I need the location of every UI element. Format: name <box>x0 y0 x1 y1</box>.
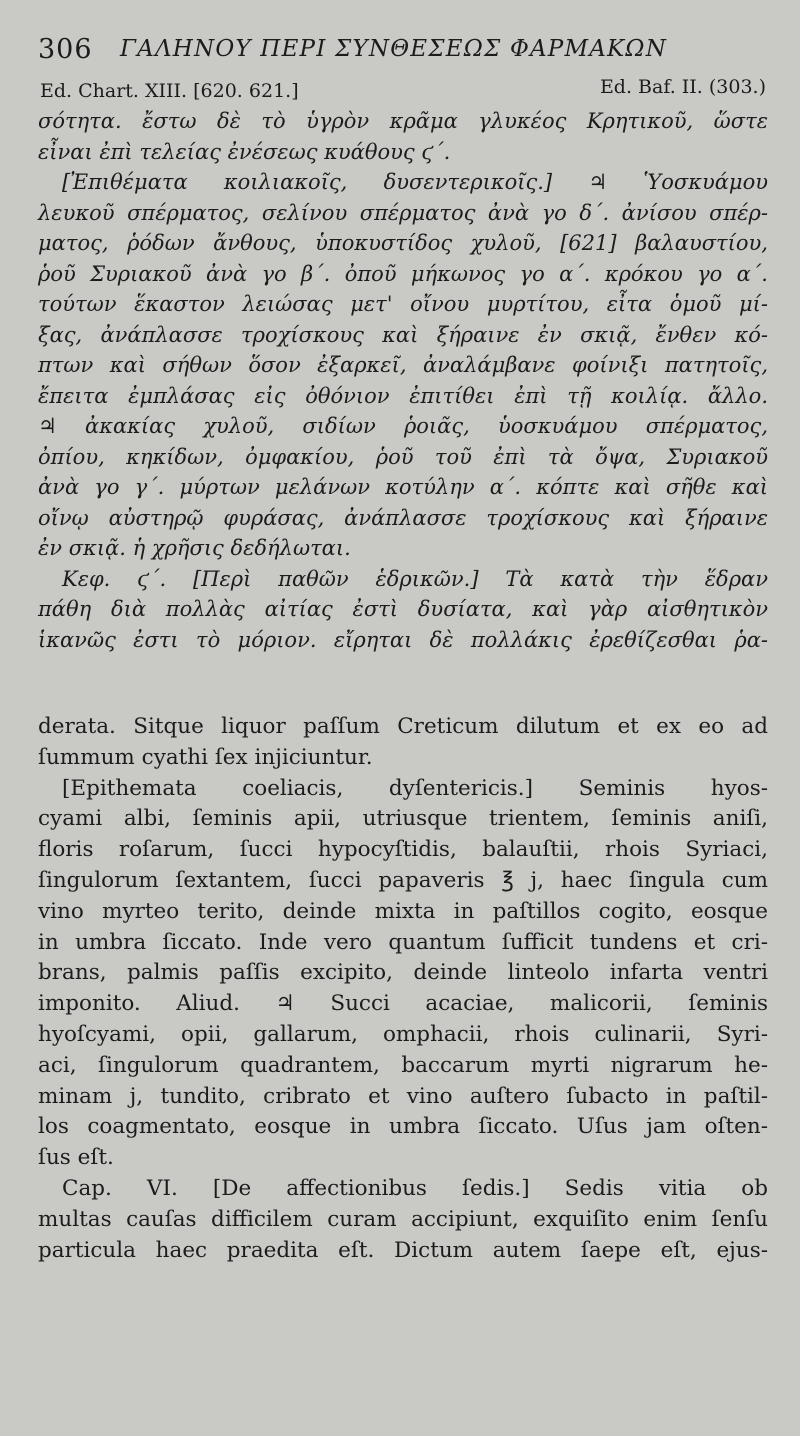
greek-line: ἔπειτα ἐμπλάσας εἰς ὀθόνιον ἐπιτίθει ἐπὶ τῇ κοιλίᾳ. ἄλλο. <box>38 383 768 408</box>
running-title: ΓΑΛΗΝΟΥ ΠΕΡΙ ΣΥΝΘΕΣΕΩΣ ΦΑΡΜΑΚΩΝ <box>120 36 668 62</box>
greek-chapter-heading: Κεφ. ϛ΄. [Περὶ παθῶν ἑδρικῶν.] Τὰ κατὰ τὴν ἕδραν <box>62 566 768 591</box>
latin-text-block <box>38 712 768 1266</box>
latin-line: derata. Sitque liquor paſſum Creticum dilutum et ex eo ad <box>38 714 768 739</box>
edition-basel: Ed. Baf. II. (303.) <box>599 76 766 98</box>
greek-line: ὀπίου, κηκίδων, ὀμφακίου, ῥοῦ τοῦ ἐπὶ τὰ ὄψα, Συριακοῦ <box>38 444 768 469</box>
greek-line: οἴνῳ αὐστηρῷ φυράσας, ἀνάπλασσε τροχίσκους καὶ ξήραινε <box>38 505 768 530</box>
page-number: 306 <box>38 34 93 65</box>
greek-text-block <box>38 106 768 655</box>
latin-line: aci, ſingulorum quadrantem, baccarum myrti nigrarum he- <box>38 1052 768 1078</box>
page-header <box>38 32 768 76</box>
greek-line: λευκοῦ σπέρματος, σελίνου σπέρματος ἀνὰ γο δ΄. ἀνίσου σπέρ- <box>38 200 768 225</box>
latin-line: los coagmentato, eosque in umbra ſiccato. Uſus jam oſten- <box>38 1114 768 1140</box>
latin-line: floris roſarum, ſucci hypocyſtidis, balauſtii, rhois Syriaci, <box>38 837 768 863</box>
greek-line: πτων καὶ σήθων ὅσον ἐξαρκεῖ, ἀναλάμβανε φοίνιξι πατητοῖς, <box>38 353 768 377</box>
latin-line: hyoſcyami, opii, gallarum, omphacii, rhois culinarii, Syri- <box>38 1021 768 1047</box>
greek-line: [Ἐπιθέματα κοιλιακοῖς, δυσεντερικοῖς.] ♃ Ὑοσκυάμου <box>62 170 768 194</box>
latin-line: in umbra ſiccato. Inde vero quantum ſufficit tundens et cri- <box>38 929 768 955</box>
greek-line: τούτων ἕκαστον λειώσας μετ' οἴνου μυρτίτου, εἶτα ὁμοῦ μί- <box>38 292 768 316</box>
latin-line: particula haec praedita eſt. Dictum autem ſaepe eſt, ejus- <box>38 1237 768 1263</box>
latin-line: ſingulorum ſextantem, ſucci papaveris ℥ j, haec ſingula cum <box>38 867 768 893</box>
latin-line: multas cauſas difficilem curam accipiunt, exquiſito enim ſenſu <box>38 1206 768 1232</box>
edition-references <box>38 76 768 106</box>
greek-line: πάθη διὰ πολλὰς αἰτίας ἐστὶ δυσίατα, καὶ γὰρ αἰσθητικὸν <box>38 597 768 621</box>
latin-line: cyami albi, ſeminis apii, utriusque trientem, ſeminis aniſi, <box>38 806 768 832</box>
greek-line: σότητα. ἔστω δὲ τὸ ὑγρὸν κρᾶμα γλυκέος Κρητικοῦ, ὥστε <box>38 109 768 133</box>
greek-line: ἱκανῶς ἐστι τὸ μόριον. εἴρηται δὲ πολλάκις ἐρεθίζεσθαι ῥα- <box>38 627 768 652</box>
greek-line: εἶναι ἐπὶ τελείας ἐνέσεως κυάθους ϛ΄. <box>38 139 451 164</box>
latin-line: minam j, tundito, cribrato et vino auſtero ſubacto in paſtil- <box>38 1083 768 1109</box>
greek-line: ♃ ἀκακίας χυλοῦ, σιδίων ῥοιᾶς, ὑοσκυάμου σπέρματος, <box>38 414 768 438</box>
latin-line: brans, palmis paſſis excipito, deinde linteolo infarta ventri <box>38 960 768 986</box>
latin-chapter-heading: Cap. VI. [De affectionibus ſedis.] Sedis vitia ob <box>62 1175 768 1201</box>
greek-line: ἐν σκιᾷ. ἡ χρῆσις δεδήλωται. <box>38 536 351 560</box>
edition-chartier: Ed. Chart. XIII. [620. 621.] <box>40 80 299 102</box>
latin-line: imponito. Aliud. ♃ Succi acaciae, malicorii, ſeminis <box>38 991 768 1017</box>
greek-line: ματος, ῥόδων ἄνθους, ὑποκυστίδος χυλοῦ, [621] βαλαυστίου, <box>38 231 768 255</box>
latin-line: ſus eſt. <box>38 1145 114 1171</box>
greek-line: ἀνὰ γο γ΄. μύρτων μελάνων κοτύλην α΄. κόπτε καὶ σῆθε καὶ <box>38 475 768 499</box>
latin-line: ſummum cyathi ſex injiciuntur. <box>38 744 373 770</box>
latin-line: [Epithemata coeliacis, dyſentericis.] Seminis hyos- <box>62 775 768 801</box>
greek-line: ῥοῦ Συριακοῦ ἀνὰ γο β΄. ὀποῦ μήκωνος γο α΄. κρόκου γο α΄. <box>38 261 768 286</box>
greek-line: ξας, ἀνάπλασσε τροχίσκους καὶ ξήραινε ἐν σκιᾷ, ἔνθεν κό- <box>38 322 768 347</box>
latin-line: vino myrteo terito, deinde mixta in paſtillos cogito, eosque <box>38 898 768 924</box>
